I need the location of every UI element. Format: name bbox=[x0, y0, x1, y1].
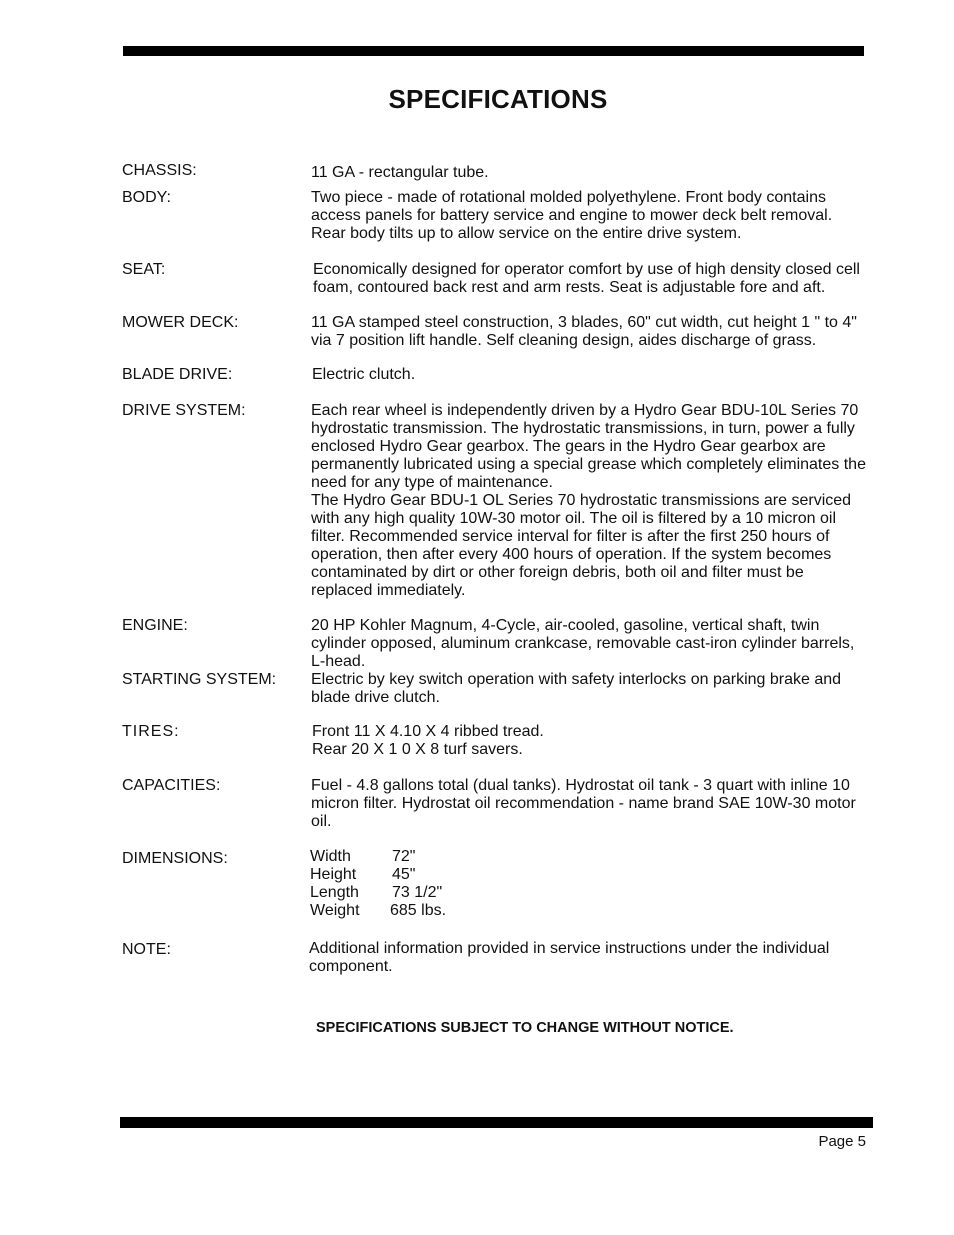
spec-value: Fuel - 4.8 gallons total (dual tanks). Hydrostat oil tank - 3 quart with inline 10 micron filter. Hydrostat oil recommendation - name brand SAE 10W-30 motor oil. bbox=[311, 777, 856, 830]
page-title: SPECIFICATIONS bbox=[388, 84, 608, 114]
spec-value: Each rear wheel is independently driven by a Hydro Gear BDU-10L Series 70 hydrostatic transmission. The hydrostatic transmissions, in turn, power a fully enclosed Hydro Gear gearbox. The gears in the Hydro Gear gearbox are permanently lubricated using a special grease which completely eliminates the need for any type of maintenance. The Hydro Gear BDU-1 OL Series 70 hydrostatic transmissions are serviced with any high quality 10W-30 motor oil. The oil is filtered by a 10 micron oil filter. Recommended service interval for filter is after the first 250 hours of operation, then after every 400 hours of operation. If the system becomes contaminated by dirt or other foreign debris, both oil and filter must be replaced immediately. bbox=[311, 402, 866, 599]
spec-value: 20 HP Kohler Magnum, 4-Cycle, air-cooled, gasoline, vertical shaft, twin cylinder opposed, aluminum crankcase, removable cast-iron cylinder barrels, L-head. bbox=[311, 617, 855, 670]
spec-label: CHASSIS: bbox=[122, 162, 197, 179]
bottom-rule bbox=[120, 1117, 873, 1128]
spec-value: Additional information provided in service instructions under the individual component. bbox=[309, 940, 830, 975]
spec-value bbox=[310, 848, 866, 920]
spec-value: Economically designed for operator comfort by use of high density closed cell foam, contoured back rest and arm rests. Seat is adjustable fore and aft. bbox=[313, 261, 860, 296]
page-number: Page 5 bbox=[818, 1133, 866, 1150]
spec-label: SEAT: bbox=[122, 261, 166, 278]
spec-label: TIRES: bbox=[122, 723, 180, 740]
spec-value: 11 GA - rectangular tube. bbox=[311, 164, 489, 181]
spec-label: MOWER DECK: bbox=[122, 314, 239, 331]
spec-label: BLADE DRIVE: bbox=[122, 366, 233, 383]
top-rule bbox=[123, 46, 864, 56]
spec-value: 11 GA stamped steel construction, 3 blades, 60" cut width, cut height 1 " to 4" via 7 position lift handle. Self cleaning design, aides discharge of grass. bbox=[311, 314, 857, 349]
spec-label: DIMENSIONS: bbox=[122, 850, 228, 867]
spec-label: CAPACITIES: bbox=[122, 777, 221, 794]
spec-label: BODY: bbox=[122, 189, 171, 206]
spec-label: NOTE: bbox=[122, 941, 171, 958]
dimension-row: Width 72" bbox=[310, 848, 416, 865]
spec-label: ENGINE: bbox=[122, 617, 188, 634]
spec-value: Electric clutch. bbox=[312, 366, 416, 383]
dimension-row: Weight 685 lbs. bbox=[310, 902, 447, 919]
spec-value: Two piece - made of rotational molded polyethylene. Front body contains access panels for battery service and engine to mower deck belt removal. Rear body tilts up to allow service on the entire drive system. bbox=[311, 189, 833, 242]
spec-label: DRIVE SYSTEM: bbox=[122, 402, 246, 419]
spec-label: STARTING SYSTEM: bbox=[122, 671, 277, 688]
spec-value: Front 11 X 4.10 X 4 ribbed tread. Rear 20 X 1 0 X 8 turf savers. bbox=[312, 723, 544, 758]
dimension-row: Length 73 1/2" bbox=[310, 884, 443, 901]
spec-value: Electric by key switch operation with safety interlocks on parking brake and blade drive clutch. bbox=[311, 671, 842, 706]
change-notice: SPECIFICATIONS SUBJECT TO CHANGE WITHOUT NOTICE. bbox=[316, 1020, 734, 1036]
dimension-row: Height 45" bbox=[310, 866, 416, 883]
